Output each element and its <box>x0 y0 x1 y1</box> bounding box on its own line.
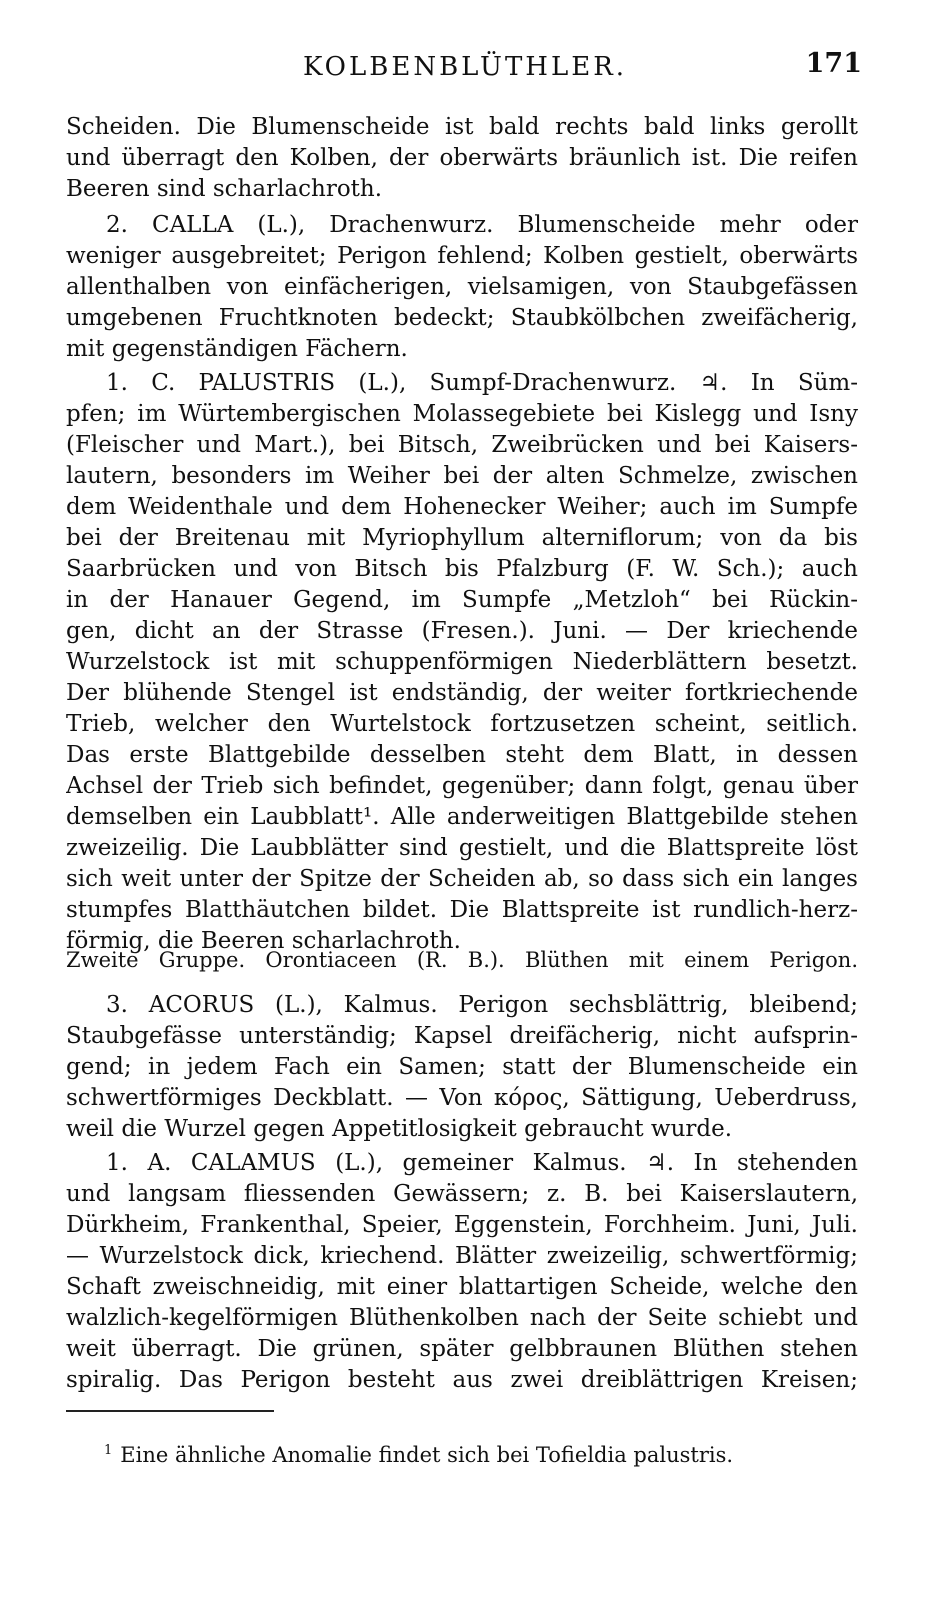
text-line: Der blühende Stengel ist endständig, der weiter fortkriechende <box>66 680 858 706</box>
text-line: Trieb, welcher den Wurtelstock fortzusetzen scheint, seitlich. <box>66 711 858 737</box>
text-line: — Wurzelstock dick, kriechend. Blätter zweizeilig, schwertförmig; <box>66 1243 858 1269</box>
text-line: Achsel der Trieb sich befindet, gegenüber; dann folgt, genau über <box>66 773 858 799</box>
text-line: stumpfes Blatthäutchen bildet. Die Blattspreite ist rundlich-herz- <box>66 897 858 923</box>
text-line: Beeren sind scharlachroth. <box>66 176 383 202</box>
text-line: gend; in jedem Fach ein Samen; statt der Blumenscheide ein <box>66 1054 858 1080</box>
text-line: mit gegenständigen Fächern. <box>66 336 408 362</box>
paragraph-acorus-calamus <box>66 1148 858 1396</box>
paragraph-acorus-genus <box>66 990 858 1145</box>
text-line: weniger ausgebreitet; Perigon fehlend; Kolben gestielt, oberwärts <box>66 243 858 269</box>
text-line: Saarbrücken und von Bitsch bis Pfalzburg (F. W. Sch.); auch <box>66 556 858 582</box>
text-line: zweizeilig. Die Laubblätter sind gestielt, und die Blattspreite löst <box>66 835 858 861</box>
text-line: weit überragt. Die grünen, später gelbbraunen Blüthen stehen <box>66 1336 858 1362</box>
text-line: 1. A. CALAMUS (L.), gemeiner Kalmus. ♃. In stehenden <box>106 1150 858 1176</box>
text-line: walzlich-kegelförmigen Blüthenkolben nach der Seite schiebt und <box>66 1305 858 1331</box>
running-header: KOLBENBLÜTHLER. <box>302 52 628 82</box>
text-line: umgebenen Fruchtknoten bedeckt; Staubkölbchen zweifächerig, <box>66 305 858 331</box>
group-heading: Zweite Gruppe. Orontiaceen (R. B.). Blüthen mit einem Perigon. <box>66 948 858 972</box>
text-line: Schaft zweischneidig, mit einer blattartigen Scheide, welche den <box>66 1274 858 1300</box>
text-line: spiralig. Das Perigon besteht aus zwei dreiblättrigen Kreisen; <box>66 1367 858 1393</box>
text-line: weil die Wurzel gegen Appetitlosigkeit gebraucht wurde. <box>66 1116 733 1142</box>
footnote <box>104 1436 733 1470</box>
text-line: Scheiden. Die Blumenscheide ist bald rechts bald links gerollt <box>66 114 858 140</box>
text-line: Wurzelstock ist mit schuppenförmigen Niederblättern besetzt. <box>66 649 858 675</box>
text-line: 3. ACORUS (L.), Kalmus. Perigon sechsblättrig, bleibend; <box>106 992 858 1018</box>
text-line: lautern, besonders im Weiher bei der alten Schmelze, zwischen <box>66 463 858 489</box>
text-line: bei der Breitenau mit Myriophyllum alterniflorum; von da bis <box>66 525 858 551</box>
paragraph-calla-palustris <box>66 368 858 957</box>
text-line: schwertförmiges Deckblatt. — Von κόρος, Sättigung, Ueberdruss, <box>66 1085 858 1111</box>
text-line: Dürkheim, Frankenthal, Speier, Eggenstein, Forchheim. Juni, Juli. <box>66 1212 858 1238</box>
paragraph-scheiden <box>66 112 858 205</box>
text-line: sich weit unter der Spitze der Scheiden ab, so dass sich ein langes <box>66 866 858 892</box>
text-line: 1. C. PALUSTRIS (L.), Sumpf-Drachenwurz. ♃. In Süm- <box>106 370 858 396</box>
text-line: 2. CALLA (L.), Drachenwurz. Blumenscheide mehr oder <box>106 212 858 238</box>
footnote-marker: 1 <box>104 1443 113 1458</box>
footnote-rule <box>66 1410 274 1412</box>
text-line: und langsam fliessenden Gewässern; z. B. bei Kaiserslautern, <box>66 1181 858 1207</box>
text-line: pfen; im Würtembergischen Molassegebiete bei Kislegg und Isny <box>66 401 858 427</box>
page-number: 171 <box>805 48 862 79</box>
text-line: gen, dicht an der Strasse (Fresen.). Juni. — Der kriechende <box>66 618 858 644</box>
text-line: Staubgefässe unterständig; Kapsel dreifächerig, nicht aufsprin- <box>66 1023 858 1049</box>
paragraph-calla-genus <box>66 210 858 365</box>
text-line: allenthalben von einfächerigen, vielsamigen, von Staubgefässen <box>66 274 858 300</box>
text-line: demselben ein Laubblatt¹. Alle anderweitigen Blattgebilde stehen <box>66 804 858 830</box>
text-line: und überragt den Kolben, der oberwärts bräunlich ist. Die reifen <box>66 145 858 171</box>
footnote-text: Eine ähnliche Anomalie findet sich bei Tofieldia palustris. <box>120 1443 734 1467</box>
text-line: Das erste Blattgebilde desselben steht dem Blatt, in dessen <box>66 742 858 768</box>
text-line: (Fleischer und Mart.), bei Bitsch, Zweibrücken und bei Kaisers- <box>66 432 858 458</box>
text-line: förmig, die Beeren scharlachroth. <box>66 928 461 954</box>
text-line: in der Hanauer Gegend, im Sumpfe „Metzloh“ bei Rückin- <box>66 587 858 613</box>
text-line: dem Weidenthale und dem Hohenecker Weiher; auch im Sumpfe <box>66 494 858 520</box>
